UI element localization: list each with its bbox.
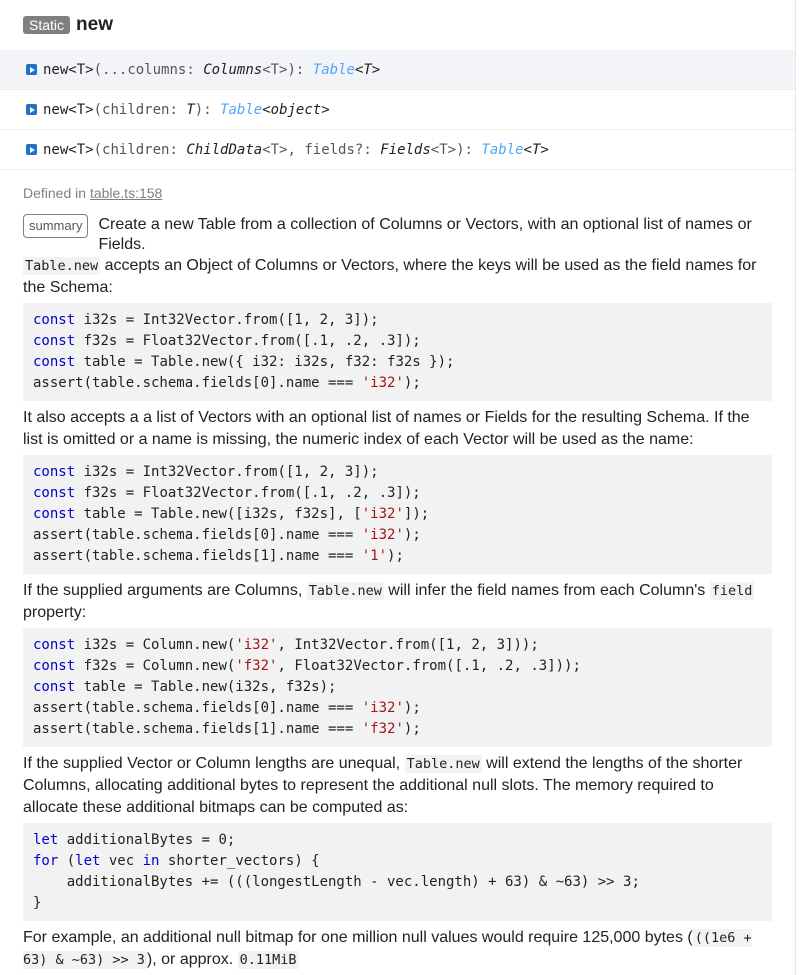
code-token: vec	[100, 853, 143, 869]
inline-code: Table.new	[406, 756, 480, 772]
code-keyword: in	[142, 853, 160, 869]
code-string: '1'	[361, 548, 388, 564]
code-line	[33, 679, 336, 695]
inline-code: Table.new	[308, 583, 382, 599]
code-line	[33, 895, 41, 911]
code-block-3	[23, 628, 772, 747]
signature-1[interactable]	[0, 50, 795, 90]
code-keyword: for	[33, 853, 59, 869]
code-block-4	[23, 823, 772, 921]
method-signature-icon	[26, 144, 37, 155]
signature-close-paren: ):	[287, 61, 313, 78]
method-signature-icon	[26, 64, 37, 75]
static-flag: Static	[23, 16, 70, 34]
code-token: assert(table.schema.fields[0].name ===	[33, 527, 362, 543]
summary-tag: summary	[23, 214, 88, 238]
code-line	[33, 375, 421, 391]
code-line	[33, 485, 421, 501]
member-title: new	[76, 14, 113, 35]
signature-3[interactable]	[0, 130, 795, 170]
summary-text: Create a new Table from a collection of Columns or Vectors, with an optional list of names or Fields.	[98, 216, 752, 253]
signature-generic: <T>	[68, 141, 94, 158]
code-line	[33, 527, 421, 543]
defined-in-label: Defined in	[23, 185, 90, 201]
code-string: 'i32'	[361, 375, 404, 391]
paragraph-text: accepts an Object of Columns or Vectors, where the keys will be used as the field names for the Schema:	[23, 257, 757, 296]
paragraph-text: For example, an additional null bitmap for one million null values would require 125,000 bytes (	[23, 929, 693, 946]
signature-return-generic: <object>	[262, 101, 330, 118]
inline-code: 0.11MiB	[239, 952, 297, 968]
code-line	[33, 700, 421, 716]
code-token: (	[58, 853, 76, 869]
code-token: f32s = Float32Vector.from([.1, .2, .3]);	[75, 485, 421, 501]
signature-name: new	[43, 61, 69, 78]
section-2-text: It also accepts a a list of Vectors with an optional list of names or Fields for the resulting Schema. If the list is omitted or a name is missing, the numeric index of each Vector will be used as the name:	[23, 409, 750, 448]
signature-return-generic: <T>	[523, 141, 549, 158]
signature-param-type[interactable]: Columns	[203, 61, 263, 78]
signature-close-paren: ):	[456, 141, 482, 158]
code-token: i32s = Int32Vector.from([1, 2, 3]);	[75, 464, 379, 480]
code-token: table = Table.new(i32s, f32s);	[75, 679, 337, 695]
inline-code: Table.new	[25, 258, 99, 274]
signature-name: new	[43, 141, 69, 158]
signature-param-2-generic: <T>	[430, 141, 457, 158]
code-string: 'i32'	[361, 527, 404, 543]
code-line	[33, 658, 581, 674]
code-token: );	[387, 548, 404, 564]
code-line	[33, 506, 429, 522]
code-line	[33, 874, 640, 890]
signature-return-type[interactable]: Table	[481, 141, 524, 158]
code-keyword: const	[33, 506, 76, 522]
code-keyword: const	[33, 637, 76, 653]
code-token: i32s = Column.new(	[75, 637, 236, 653]
member-description	[0, 170, 795, 971]
code-string: 'i32'	[361, 700, 404, 716]
code-line	[33, 464, 379, 480]
code-block-1	[23, 303, 772, 401]
footer-text	[23, 927, 772, 971]
code-token: assert(table.schema.fields[0].name ===	[33, 375, 362, 391]
code-token: table = Table.new({ i32: i32s, f32: f32s });	[75, 354, 455, 370]
signature-param-2: fields?	[304, 141, 364, 158]
signature-colon: :	[169, 141, 187, 158]
signature-generic: <T>	[68, 61, 94, 78]
code-string: 'i32'	[361, 506, 404, 522]
signature-param-type[interactable]: ChildData	[186, 141, 263, 158]
signature-2[interactable]	[0, 90, 795, 130]
code-line	[33, 354, 454, 370]
code-token: f32s = Column.new(	[75, 658, 236, 674]
code-string: 'f32'	[361, 721, 404, 737]
code-token: assert(table.schema.fields[1].name ===	[33, 548, 362, 564]
signature-param: children	[102, 101, 170, 118]
code-keyword: let	[75, 853, 101, 869]
code-token: ]);	[403, 506, 430, 522]
method-signature-icon	[26, 104, 37, 115]
signature-name: new	[43, 101, 69, 118]
signature-separator: ,	[287, 141, 305, 158]
code-token: );	[403, 700, 421, 716]
member-header	[0, 0, 795, 50]
inline-code: ((1e6 + 63) & ~63) >> 3	[23, 930, 752, 968]
code-line	[33, 548, 404, 564]
code-line	[33, 637, 539, 653]
code-keyword: const	[33, 679, 76, 695]
code-block-2	[23, 455, 772, 574]
code-token: shorter_vectors) {	[159, 853, 320, 869]
code-keyword: const	[33, 354, 76, 370]
code-token: assert(table.schema.fields[1].name ===	[33, 721, 362, 737]
code-token: additionalBytes += (((longestLength - vec.length) + 63) & ~63) >> 3;	[33, 874, 640, 890]
signature-param-generic: <T>	[262, 61, 288, 78]
code-token: additionalBytes = 0;	[58, 832, 236, 848]
code-token: assert(table.schema.fields[0].name ===	[33, 700, 362, 716]
code-line	[33, 333, 421, 349]
paragraph-text: If the supplied arguments are Columns,	[23, 582, 307, 599]
section-1-text	[23, 255, 772, 299]
signature-colon-2: :	[363, 141, 381, 158]
code-token: f32s = Float32Vector.from([.1, .2, .3]);	[75, 333, 421, 349]
paragraph-text: If the supplied Vector or Column lengths are unequal,	[23, 755, 405, 772]
code-line	[33, 312, 379, 328]
paragraph-text: ), or approx.	[146, 951, 238, 968]
code-keyword: const	[33, 485, 76, 501]
code-string: 'f32'	[235, 658, 278, 674]
signature-param: children	[102, 141, 170, 158]
signature-open-paren: (	[93, 101, 103, 118]
code-token: i32s = Int32Vector.from([1, 2, 3]);	[75, 312, 379, 328]
code-line	[33, 832, 235, 848]
signature-open-paren: (	[93, 61, 103, 78]
code-token: table = Table.new([i32s, f32s], [	[75, 506, 362, 522]
signature-generic: <T>	[68, 101, 94, 118]
code-token: );	[403, 375, 421, 391]
signature-param: ...columns	[102, 61, 187, 78]
code-token: , Int32Vector.from([1, 2, 3]));	[277, 637, 539, 653]
signature-colon: :	[169, 101, 187, 118]
signature-return-type[interactable]: Table	[312, 61, 355, 78]
code-token: }	[33, 895, 42, 911]
code-line	[33, 721, 421, 737]
paragraph-text: will extend the lengths of the shorter Columns, allocating additional bytes to represent the additional null slots. The memory required to allocate these additional bitmaps can be computed as:	[23, 755, 743, 816]
signature-colon: :	[186, 61, 204, 78]
code-string: 'i32'	[235, 637, 278, 653]
section-4-text	[23, 753, 772, 819]
source-link[interactable]: table.ts:158	[89, 185, 163, 201]
defined-in	[23, 185, 772, 201]
code-keyword: let	[33, 832, 59, 848]
signature-return-generic: <T>	[354, 61, 381, 78]
signature-param-generic: <T>	[262, 141, 288, 158]
paragraph-text: will infer the field names from each Column's	[383, 582, 710, 599]
code-keyword: const	[33, 333, 76, 349]
signature-param-type: T	[186, 101, 195, 118]
paragraph-text: property:	[23, 604, 87, 621]
code-keyword: const	[33, 312, 76, 328]
code-token: );	[403, 527, 421, 543]
code-token: );	[403, 721, 421, 737]
code-keyword: const	[33, 658, 76, 674]
code-keyword: const	[33, 464, 76, 480]
code-token: , Float32Vector.from([.1, .2, .3]));	[277, 658, 581, 674]
inline-code: field	[711, 583, 753, 599]
signature-param-2-type[interactable]: Fields	[380, 141, 431, 158]
signature-return-type[interactable]: Table	[220, 101, 263, 118]
code-line	[33, 853, 320, 869]
summary-row	[23, 214, 772, 255]
signature-open-paren: (	[93, 141, 103, 158]
section-3-text	[23, 580, 772, 624]
signature-close-paren: ):	[194, 101, 221, 118]
